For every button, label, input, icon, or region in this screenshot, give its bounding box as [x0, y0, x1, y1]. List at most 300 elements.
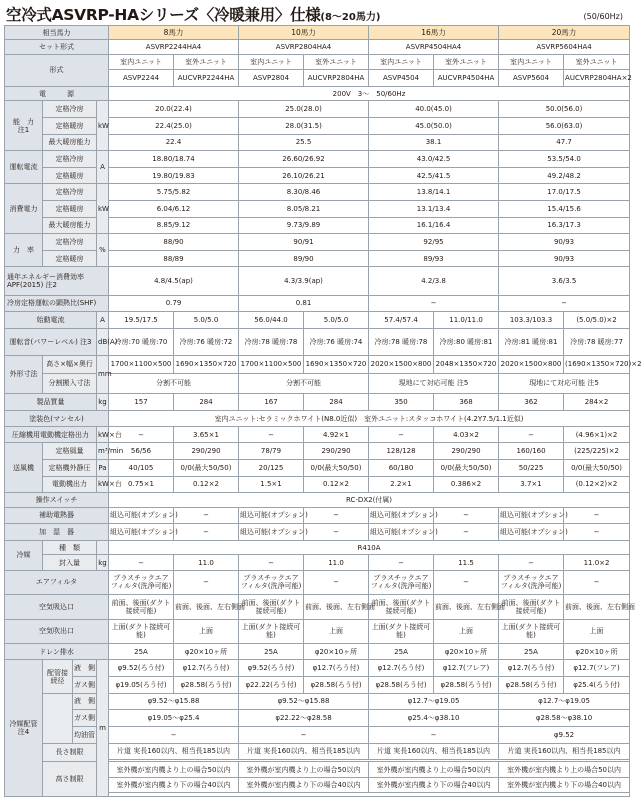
height-value: 室外機が室内機より下の場合40以内: [239, 777, 369, 793]
inlet-value: 前面、後面(ダクト接続可能): [109, 595, 174, 619]
noise-value: 冷房:81 暖房:81: [499, 329, 564, 356]
rp-gas-value: φ19.05〜φ25.4: [109, 710, 239, 727]
length-value: 片道 実長160以内、相当長185以内: [499, 743, 630, 760]
fan-out-value: 0.12×2: [174, 476, 239, 493]
row-fan-out: [5, 476, 630, 493]
label-capacity: 能 力 注1: [5, 101, 43, 151]
refrig-type-value: R410A: [109, 540, 630, 554]
inlet-outdoor: 前面、後面、左右側面: [304, 595, 369, 619]
cons-heat: 15.4/15.6: [499, 200, 630, 217]
label-start: 始動電流: [5, 311, 97, 329]
outlet-value: 上面(ダクト接続可能): [239, 619, 304, 643]
fan-air-value: 290/290: [304, 443, 369, 460]
fan-sp-value: 0/0(最大50/50): [304, 460, 369, 477]
pipe-gas-value: φ28.58(ろう付): [434, 677, 499, 694]
label-heat: 定格暖房: [43, 250, 97, 267]
length-value: 片道 実長160以内、相当長185以内: [239, 743, 369, 760]
fan-sp-value: 20/125: [239, 460, 304, 477]
label-shf: 冷房定格運転の顕熱比(SHF): [5, 296, 109, 312]
fan-air-value: 56/56: [109, 443, 174, 460]
fan-sp-value: 0/0(最大50/50): [564, 460, 630, 477]
label-inlet: 空気吸込口: [5, 595, 109, 619]
noise-value: 冷房:76 暖房:72: [174, 329, 239, 356]
comp-value: 4.92×1: [304, 426, 369, 443]
switch-value: RC-DX2(付属): [109, 493, 630, 507]
fan-out-value: 1.5×1: [239, 476, 304, 493]
aux-outdoor: −: [564, 507, 630, 524]
inlet-value: 前面、後面(ダクト接続可能): [239, 595, 304, 619]
rp-liq-value: φ9.52〜φ15.88: [239, 693, 369, 710]
unit-pct: %: [97, 234, 109, 267]
label-comp: 圧縮機用電動機定格出力: [5, 426, 97, 443]
fan-air-value: 290/290: [434, 443, 499, 460]
rp-gas-value: φ28.58〜φ38.10: [499, 710, 630, 727]
label-cool: 定格冷房: [43, 101, 97, 118]
pf-heat: 88/89: [109, 250, 239, 267]
comp-indoor: −: [369, 426, 434, 443]
shf-value: −: [499, 296, 630, 312]
drain-outdoor: φ20×10ヶ所: [434, 643, 499, 660]
label-apf: 通年エネルギー消費効率 APF(2015) 注2: [5, 267, 109, 296]
length-value: 片道 実長160以内、相当長185以内: [109, 743, 239, 760]
pipe-liq-value: φ12.7(フレア): [564, 660, 630, 677]
humid-value: 組込可能(オプション): [109, 524, 174, 541]
row-filter: [5, 570, 630, 594]
fan-sp-value: 0/0(最大50/50): [174, 460, 239, 477]
label-rcharge: 封入量: [43, 555, 97, 571]
label-height: 高さ制限: [43, 762, 97, 797]
bal-value: −: [369, 726, 499, 743]
drain-value: 25A: [239, 643, 304, 660]
comp-value: 3.65×1: [174, 426, 239, 443]
noise-value: 冷房:76 暖房:74: [304, 329, 369, 356]
rp-liq-value: φ9.52〜φ15.88: [109, 693, 239, 710]
row-pf-cool: [5, 234, 630, 251]
filter-outdoor: −: [434, 570, 499, 594]
rp-gas-value: φ25.4〜φ38.10: [369, 710, 499, 727]
cap-heat: 56.0(63.0): [499, 117, 630, 134]
cons-max: 16.3/17.3: [499, 217, 630, 234]
label-hwd: 高さ×幅×奥行: [43, 355, 97, 373]
height-value: 室外機が室内機より上の場合50以内: [369, 762, 499, 778]
label-gas: ガス側: [73, 710, 97, 727]
apf-value: 4.2/3.8: [369, 267, 499, 296]
label-rtype: 種 類: [43, 540, 97, 554]
drain-value: 25A: [109, 643, 174, 660]
height-value: 室外機が室内機より下の場合40以内: [499, 777, 630, 793]
unit-mm: mm: [97, 355, 109, 393]
label-switch: 操作スイッチ: [5, 493, 109, 507]
noise-value: 冷房:78 暖房:78: [369, 329, 434, 356]
unit-blank: [97, 540, 109, 554]
label-filter: エアフィルタ: [5, 570, 109, 594]
charge-indoor: −: [499, 555, 564, 571]
mass-value: 350: [369, 393, 434, 411]
label-humid: 加 湿 器: [5, 524, 109, 541]
row-drain: [5, 643, 630, 660]
cons-cool: 8.30/8.46: [239, 184, 369, 201]
pipe-gas-value: φ25.4(ろう付): [564, 677, 630, 694]
rp-liq-value: φ12.7〜φ19.05: [369, 693, 499, 710]
outdoor-model: AUCVRP2804HA×2: [564, 70, 630, 87]
drain-outdoor: φ20×10ヶ所: [174, 643, 239, 660]
paint-value: 室内ユニット:セラミックホワイト(N8.0近似) 室外ユニット:スタッコホワイト(4.2Y7.5/1.1近似): [109, 411, 630, 427]
humid-outdoor: −: [174, 524, 239, 541]
bal-value: φ9.52: [499, 726, 630, 743]
hp-8: 8馬力: [109, 26, 239, 40]
outdoor-model: AUCVRP2244HA: [174, 70, 239, 87]
dims-value: 1700×1100×500: [239, 355, 304, 373]
cap-cool: 40.0(45.0): [369, 101, 499, 118]
charge-value: 11.0: [174, 555, 239, 571]
fan-air-value: 160/160: [499, 443, 564, 460]
row-power: [5, 86, 630, 100]
row-inlet: [5, 595, 630, 619]
shf-value: −: [369, 296, 499, 312]
label-max-heat: 最大暖房能力: [43, 217, 97, 234]
pf-heat: 89/90: [239, 250, 369, 267]
label-refrig: 冷媒: [5, 540, 43, 570]
rp-liq-value: φ12.7〜φ19.05: [499, 693, 630, 710]
mass-value: 284: [304, 393, 369, 411]
row-aux: [5, 507, 630, 524]
dims-value: 1690×1350×720: [174, 355, 239, 373]
drain-outdoor: φ20×10ヶ所: [304, 643, 369, 660]
unit-db: dB(A): [97, 329, 109, 356]
hp-20: 20馬力: [499, 26, 630, 40]
unit-pa: Pa: [97, 460, 109, 477]
label-current: 運転電流: [5, 151, 43, 184]
cur-cool: 18.80/18.74: [109, 151, 239, 168]
cap-max: 22.4: [109, 134, 239, 151]
row-fan-air: [5, 443, 630, 460]
pf-heat: 89/93: [369, 250, 499, 267]
label-pipe-dia: 配管接続径: [43, 660, 73, 693]
start-value: (5.0/5.0)×2: [564, 311, 630, 329]
cons-max: 9.73/9.89: [239, 217, 369, 234]
label-rp-blank: [43, 693, 73, 743]
label-length: 長さ制限: [43, 743, 97, 762]
pf-heat: 90/93: [499, 250, 630, 267]
label-consumption: 消費電力: [5, 184, 43, 234]
drain-outdoor: φ20×10ヶ所: [564, 643, 630, 660]
cons-heat: 6.04/6.12: [109, 200, 239, 217]
row-mass: [5, 393, 630, 411]
charge-value: 11.5: [434, 555, 499, 571]
label-liquid: 液 側: [73, 693, 97, 710]
mass-value: 284×2: [564, 393, 630, 411]
label-fan-out: 電動機出力: [43, 476, 97, 493]
pf-cool: 92/95: [369, 234, 499, 251]
row-dims: [5, 355, 630, 373]
fan-out-value: 0.75×1: [109, 476, 174, 493]
indoor-model: ASVP2804: [239, 70, 304, 87]
carry-value: 現地にて対応可能 注5: [369, 373, 499, 393]
row-paint: [5, 411, 630, 427]
unit-indoor: 室内ユニット: [109, 54, 174, 70]
spec-table: [4, 25, 642, 797]
indoor-model: ASVP4504: [369, 70, 434, 87]
filter-value: プラスチックエアフィルタ(洗浄可能): [109, 570, 174, 594]
fan-sp-value: 40/105: [109, 460, 174, 477]
row-start: [5, 311, 630, 329]
dims-value: 2020×1500×800: [499, 355, 564, 373]
row-switch: [5, 493, 630, 507]
filter-value: プラスチックエアフィルタ(洗浄可能): [369, 570, 434, 594]
cur-cool: 26.60/26.92: [239, 151, 369, 168]
row-cons-cool: [5, 184, 630, 201]
filter-outdoor: −: [304, 570, 369, 594]
label-fan: 送風機: [5, 443, 43, 493]
humid-outdoor: −: [434, 524, 499, 541]
label-model: 形式: [5, 54, 109, 86]
set-model: ASVRP5604HA4: [499, 40, 630, 54]
height-value: 室外機が室内機より上の場合50以内: [499, 762, 630, 778]
unit-kg: kg: [97, 555, 109, 571]
noise-value: 冷房:80 暖房:81: [434, 329, 499, 356]
start-value: 56.0/44.0: [239, 311, 304, 329]
label-gas: ガス側: [73, 677, 97, 694]
page-header: [6, 3, 380, 25]
fan-out-value: 0.386×2: [434, 476, 499, 493]
fan-sp-value: 0/0(最大50/50): [434, 460, 499, 477]
cons-heat: 8.05/8.21: [239, 200, 369, 217]
outlet-value: 上面(ダクト接続可能): [109, 619, 174, 643]
charge-value: 11.0×2: [564, 555, 630, 571]
cons-max: 8.85/9.12: [109, 217, 239, 234]
outlet-outdoor: 上面: [304, 619, 369, 643]
comp-value: 4.03×2: [434, 426, 499, 443]
label-heat: 定格暖房: [43, 200, 97, 217]
filter-outdoor: −: [174, 570, 239, 594]
label-cool: 定格冷房: [43, 151, 97, 168]
pipe-gas-value: φ28.58(ろう付): [174, 677, 239, 694]
noise-value: 冷房:78 暖房:78: [239, 329, 304, 356]
outlet-value: 上面(ダクト接続可能): [499, 619, 564, 643]
pf-cool: 88/90: [109, 234, 239, 251]
row-outlet: [5, 619, 630, 643]
mass-value: 167: [239, 393, 304, 411]
cap-max: 47.7: [499, 134, 630, 151]
fan-air-value: 78/79: [239, 443, 304, 460]
fan-out-value: 0.12×2: [304, 476, 369, 493]
cap-cool: 20.0(22.4): [109, 101, 239, 118]
apf-value: 4.3/3.9(ap): [239, 267, 369, 296]
height-value: 室外機が室内機より下の場合40以内: [369, 777, 499, 793]
unit-kg: kg: [97, 393, 109, 411]
set-model: ASVRP4504HA4: [369, 40, 499, 54]
mass-value: 157: [109, 393, 174, 411]
row-comp: [5, 426, 630, 443]
inlet-value: 前面、後面(ダクト接続可能): [499, 595, 564, 619]
cur-heat: 26.10/26.21: [239, 167, 369, 184]
pipe-gas-value: φ22.22(ろう付): [239, 677, 304, 694]
label-piping: 冷媒配管 注4: [5, 660, 43, 797]
row-cap-cool: [5, 101, 630, 118]
inlet-outdoor: 前面、後面、左右側面: [434, 595, 499, 619]
unit-outdoor: 室外ユニット: [174, 54, 239, 70]
row-pipe-liq: [5, 660, 630, 677]
row-noise: [5, 329, 630, 356]
cons-cool: 5.75/5.82: [109, 184, 239, 201]
noise-value: 冷房:70 暖房:70: [109, 329, 174, 356]
mass-value: 284: [174, 393, 239, 411]
drain-value: 25A: [499, 643, 564, 660]
fan-air-value: 128/128: [369, 443, 434, 460]
inlet-value: 前面、後面(ダクト接続可能): [369, 595, 434, 619]
height-value: 室外機が室内機より上の場合50以内: [109, 762, 239, 778]
charge-indoor: −: [109, 555, 174, 571]
label-cool: 定格冷房: [43, 184, 97, 201]
cur-heat: 49.2/48.2: [499, 167, 630, 184]
label-bal: 均油管: [73, 726, 97, 743]
rp-gas-value: φ22.22〜φ28.58: [239, 710, 369, 727]
pipe-gas-value: φ28.58(ろう付): [369, 677, 434, 694]
fan-air-value: (225/225)×2: [564, 443, 630, 460]
drain-value: 25A: [369, 643, 434, 660]
humid-outdoor: −: [304, 524, 369, 541]
shf-value: 0.79: [109, 296, 239, 312]
charge-indoor: −: [239, 555, 304, 571]
carry-value: 分割不可能: [109, 373, 239, 393]
noise-value: 冷房:78 暖房:77: [564, 329, 630, 356]
bal-value: −: [239, 726, 369, 743]
pipe-gas-value: φ28.58(ろう付): [304, 677, 369, 694]
label-heat: 定格暖房: [43, 167, 97, 184]
unit-kwx: kW×台: [97, 476, 109, 493]
label-outlet: 空気吹出口: [5, 619, 109, 643]
unit-kw: kW: [97, 184, 109, 234]
set-model: ASVRP2244HA4: [109, 40, 239, 54]
fan-out-value: (0.12×2)×2: [564, 476, 630, 493]
unit-outdoor: 室外ユニット: [564, 54, 630, 70]
pf-cool: 90/93: [499, 234, 630, 251]
indoor-model: ASVP2244: [109, 70, 174, 87]
label-split-carry: 分割搬入寸法: [43, 373, 97, 393]
set-model: ASVRP2804HA4: [239, 40, 369, 54]
pipe-liq-value: φ12.7(ろう付): [499, 660, 564, 677]
height-spacer: [109, 793, 630, 797]
pipe-gas-value: φ19.05(ろう付): [109, 677, 174, 694]
pipe-liq-value: φ12.7(ろう付): [304, 660, 369, 677]
page-title: 空冷式ASVRP-HAシリーズ〈冷暖兼用〉仕様: [6, 6, 321, 24]
carry-value: 分割不可能: [239, 373, 369, 393]
outlet-outdoor: 上面: [174, 619, 239, 643]
dims-value: 2020×1500×800: [369, 355, 434, 373]
row-refrig-charge: [5, 555, 630, 571]
indoor-model: ASVP5604: [499, 70, 564, 87]
label-paint: 塗装色(マンセル): [5, 411, 109, 427]
carry-value: 現地にて対応可能 注5: [499, 373, 630, 393]
dims-value: 1690×1350×720: [304, 355, 369, 373]
fan-out-value: 2.2×1: [369, 476, 434, 493]
hp-10: 10馬力: [239, 26, 369, 40]
apf-value: 3.6/3.5: [499, 267, 630, 296]
cur-heat: 42.5/41.5: [369, 167, 499, 184]
label-cool: 定格冷房: [43, 234, 97, 251]
label-set: セット形式: [5, 40, 109, 54]
aux-value: 組込可能(オプション): [239, 507, 304, 524]
start-value: 11.0/11.0: [434, 311, 499, 329]
unit-kwx: kW×台: [97, 426, 109, 443]
dims-value: 1700×1100×500: [109, 355, 174, 373]
label-power: 電 源: [5, 86, 109, 100]
pipe-liq-value: φ9.52(ろう付): [239, 660, 304, 677]
row-shf: [5, 296, 630, 312]
pipe-liq-value: φ12.7(フレア): [434, 660, 499, 677]
charge-indoor: −: [369, 555, 434, 571]
cap-cool: 25.0(28.0): [239, 101, 369, 118]
start-value: 5.0/5.0: [174, 311, 239, 329]
cur-cool: 53.5/54.0: [499, 151, 630, 168]
label-max-heat: 最大暖房能力: [43, 134, 97, 151]
unit-kw: kW: [97, 101, 109, 151]
start-value: 57.4/57.4: [369, 311, 434, 329]
unit-m3: m³/min: [97, 443, 109, 460]
start-value: 5.0/5.0: [304, 311, 369, 329]
cur-cool: 43.0/42.5: [369, 151, 499, 168]
outlet-value: 上面(ダクト接続可能): [369, 619, 434, 643]
filter-value: プラスチックエアフィルタ(洗浄可能): [499, 570, 564, 594]
unit-a: A: [97, 311, 109, 329]
fan-air-value: 290/290: [174, 443, 239, 460]
hp-16: 16馬力: [369, 26, 499, 40]
shf-value: 0.81: [239, 296, 369, 312]
row-refrig-type: [5, 540, 630, 554]
outdoor-model: AUCVRP2804HA: [304, 70, 369, 87]
cons-heat: 13.1/13.4: [369, 200, 499, 217]
row-cur-cool: [5, 151, 630, 168]
row-unit-type: [5, 54, 630, 70]
cap-cool: 50.0(56.0): [499, 101, 630, 118]
inlet-outdoor: 前面、後面、左右側面: [174, 595, 239, 619]
filter-value: プラスチックエアフィルタ(洗浄可能): [239, 570, 304, 594]
comp-indoor: −: [239, 426, 304, 443]
unit-indoor: 室内ユニット: [239, 54, 304, 70]
height-value: 室外機が室内機より上の場合50以内: [239, 762, 369, 778]
aux-outdoor: −: [304, 507, 369, 524]
unit-m: m: [97, 660, 109, 797]
aux-outdoor: −: [434, 507, 499, 524]
mass-value: 368: [434, 393, 499, 411]
start-value: 103.3/103.3: [499, 311, 564, 329]
comp-indoor: −: [109, 426, 174, 443]
bal-value: −: [109, 726, 239, 743]
label-drain: ドレン排水: [5, 643, 109, 660]
outdoor-model: AUCVRP4504HA: [434, 70, 499, 87]
cap-max: 25.5: [239, 134, 369, 151]
label-pf: 力 率: [5, 234, 43, 267]
humid-value: 組込可能(オプション): [499, 524, 564, 541]
fan-sp-value: 60/180: [369, 460, 434, 477]
row-humid: [5, 524, 630, 541]
pipe-gas-value: φ28.58(ろう付): [499, 677, 564, 694]
aux-value: 組込可能(オプション): [109, 507, 174, 524]
outlet-outdoor: 上面: [434, 619, 499, 643]
height-value: 室外機が室内機より下の場合40以内: [109, 777, 239, 793]
dims-value: 2048×1350×720: [434, 355, 499, 373]
humid-outdoor: −: [564, 524, 630, 541]
comp-value: (4.96×1)×2: [564, 426, 630, 443]
frequency-note: (50/60Hz): [583, 12, 623, 21]
cap-heat: 45.0(50.0): [369, 117, 499, 134]
start-value: 19.5/17.5: [109, 311, 174, 329]
cap-heat: 22.4(25.0): [109, 117, 239, 134]
inlet-outdoor: 前面、後面、左右側面: [564, 595, 630, 619]
cons-max: 16.1/16.4: [369, 217, 499, 234]
unit-a: A: [97, 151, 109, 184]
label-heat: 定格暖房: [43, 117, 97, 134]
